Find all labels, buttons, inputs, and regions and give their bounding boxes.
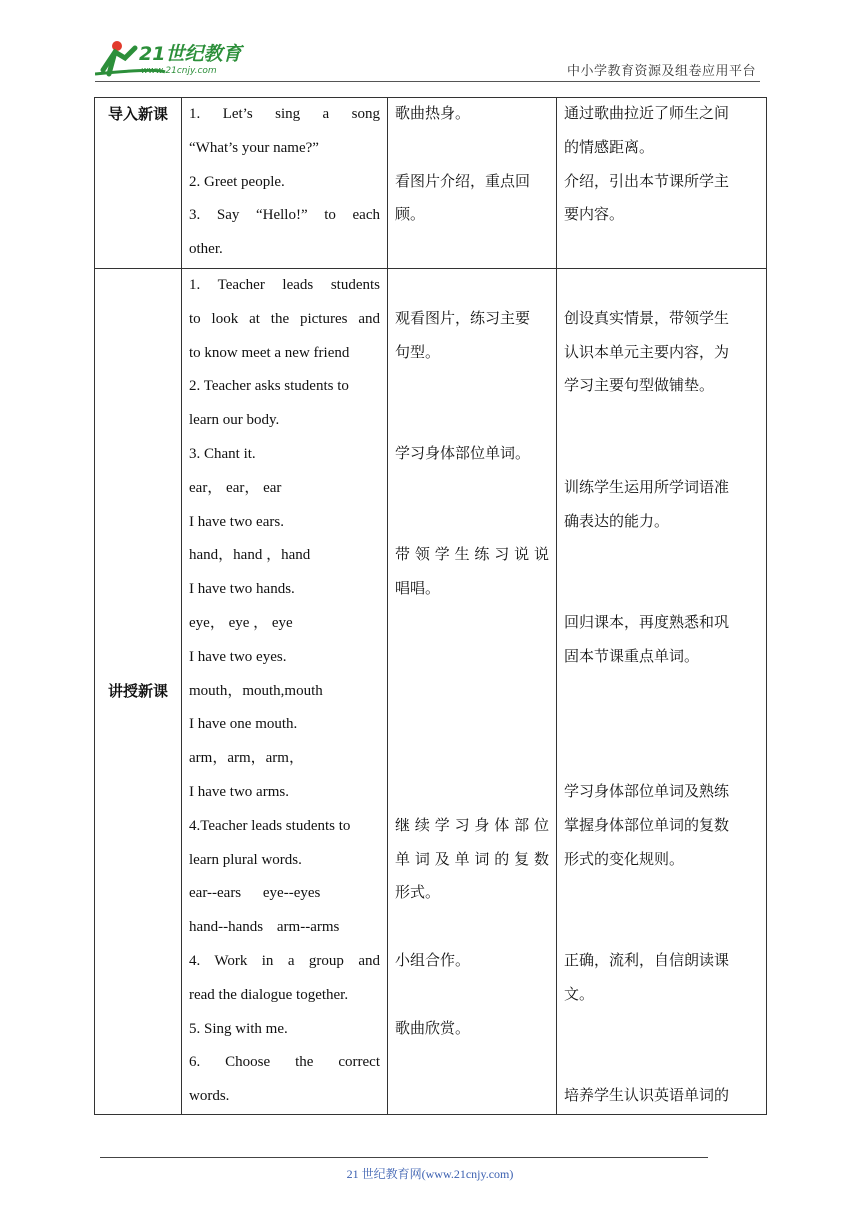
footer-divider	[100, 1157, 708, 1158]
platform-name: 中小学教育资源及组卷应用平台	[566, 63, 756, 78]
purpose-line: 创设真实情景，带领学生	[564, 310, 730, 327]
activity-line: to look at the pictures and	[189, 310, 380, 327]
activity-line: ear， ear， ear	[189, 479, 282, 496]
activity-line: hand--hands arm--arms	[189, 919, 340, 936]
header-divider	[95, 81, 760, 82]
activity-line: other.	[189, 241, 223, 258]
activities-cell	[182, 269, 388, 1115]
student-activity-cell	[388, 98, 557, 269]
purpose-line: 确表达的能力。	[564, 513, 670, 530]
activity-line: arm，arm，arm，	[189, 750, 304, 767]
activity-line: I have two hands.	[189, 581, 295, 598]
activity-line: I have one mouth.	[189, 716, 298, 733]
activity-line: 1. Teacher leads students	[189, 277, 380, 293]
student-line: 学习身体部位单词。	[395, 445, 531, 462]
activity-line: words.	[189, 1088, 230, 1105]
activity-line: I have two arms.	[189, 783, 289, 800]
student-activity-cell	[388, 269, 557, 1115]
purpose-cell	[557, 98, 767, 269]
student-line: 句型。	[395, 344, 441, 361]
lesson-plan-table	[94, 97, 767, 1115]
purpose-line: 介绍，引出本节课所学主	[564, 173, 730, 190]
student-line: 唱唱。	[395, 581, 441, 598]
activity-line: learn plural words.	[189, 851, 302, 868]
activity-line: 3. Say “Hello!” to each	[189, 207, 380, 224]
purpose-line: 要内容。	[564, 207, 625, 224]
purpose-line: 学习身体部位单词及熟练	[564, 783, 730, 800]
purpose-line: 培养学生认识英语单词的	[564, 1088, 730, 1105]
activity-line: read the dialogue together.	[189, 986, 349, 1003]
activity-line: 4.Teacher leads students to	[189, 817, 351, 834]
21cnjy-logo	[95, 38, 265, 78]
footer-text: 21 世纪教育网(www.21cnjy.com)	[346, 1167, 514, 1181]
purpose-line: 通过歌曲拉近了师生之间	[564, 106, 730, 122]
activity-line: 5. Sing with me.	[189, 1020, 288, 1037]
purpose-line: 正确，流利，自信朗读课	[564, 952, 730, 969]
purpose-line: 掌握身体部位单词的复数	[564, 817, 730, 834]
purpose-line: 固本节课重点单词。	[564, 648, 700, 665]
student-line: 带领学生练习说说	[395, 547, 549, 564]
purpose-line: 文。	[564, 986, 595, 1003]
page-header	[95, 38, 760, 82]
logo-text: 21世纪教育	[139, 43, 242, 65]
student-line: 继续学习身体部位	[395, 817, 549, 834]
activity-line: 2. Greet people.	[189, 173, 285, 190]
activity-line: learn our body.	[189, 412, 280, 429]
activity-line: 4. Work in a group and	[189, 952, 380, 969]
student-line: 观看图片，练习主要	[395, 310, 531, 327]
student-line: 小组合作。	[395, 952, 471, 969]
student-line: 形式。	[395, 885, 441, 902]
activity-line: mouth，mouth,mouth	[189, 682, 323, 699]
activity-line: eye， eye ， eye	[189, 614, 293, 631]
activity-line: I have two ears.	[189, 513, 284, 530]
activity-line: ear--ears eye--eyes	[189, 885, 321, 902]
activities-cell	[182, 98, 388, 269]
table-row-new-lesson	[95, 269, 767, 1115]
purpose-line: 认识本单元主要内容，为	[564, 344, 730, 361]
activity-line: 6. Choose the correct	[189, 1054, 380, 1071]
student-line: 顾。	[395, 207, 426, 224]
student-line: 看图片介绍，重点回	[395, 173, 531, 190]
purpose-cell	[557, 269, 767, 1115]
activity-line: 3. Chant it.	[189, 445, 256, 462]
table-row-intro	[95, 98, 767, 269]
student-line: 单词及单词的复数	[395, 851, 549, 868]
purpose-line: 学习主要句型做铺垫。	[564, 378, 715, 395]
stage-cell: 讲授新课	[95, 269, 182, 1115]
student-line: 歌曲热身。	[395, 106, 471, 122]
purpose-line: 回归课本，再度熟悉和巩	[564, 614, 730, 631]
activity-line: I have two eyes.	[189, 648, 287, 665]
activity-line: 2. Teacher asks students to	[189, 378, 349, 395]
activity-line: hand，hand ，hand	[189, 547, 311, 564]
activity-line: “What’s your name?”	[189, 139, 319, 156]
activity-line: 1. Let’s sing a song	[189, 106, 380, 122]
stage-cell: 导入新课	[95, 98, 182, 269]
student-line: 歌曲欣赏。	[395, 1020, 471, 1037]
purpose-line: 形式的变化规则。	[564, 851, 685, 868]
purpose-line: 训练学生运用所学词语准	[564, 479, 730, 496]
logo-url: www.21cnjy.com	[141, 66, 217, 76]
activity-line: to know meet a new friend	[189, 344, 350, 361]
purpose-line: 的情感距离。	[564, 139, 655, 156]
